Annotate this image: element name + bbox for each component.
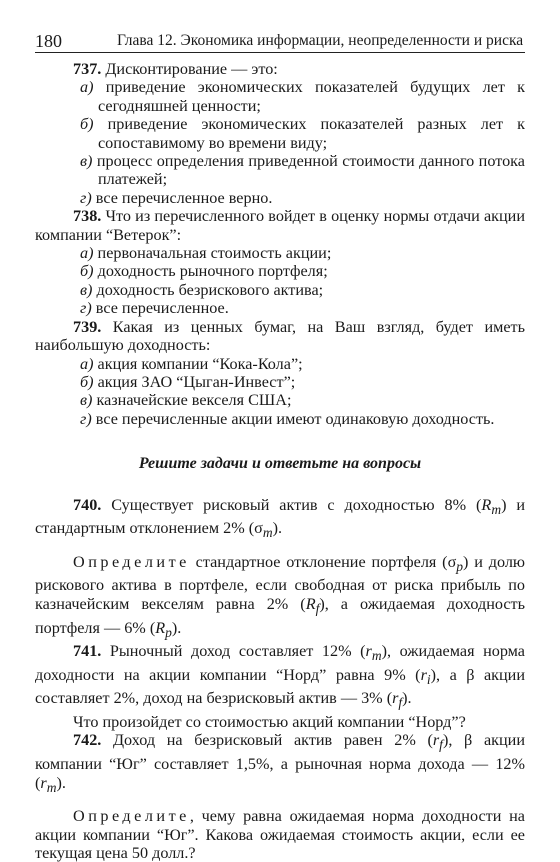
problem-number: 742. [73,731,102,750]
question-number: 739. [73,317,102,336]
option-738-d: г) все перечисленное. [80,299,229,318]
option-737-a: а) приведение экономических показателей будущих лет к сегодняшней ценности; [80,78,525,115]
problem-741-question: Что произойдет со стоимостью акций компании “Норд”? [73,713,466,732]
question-737 [35,60,525,78]
problem-number: 741. [73,642,102,661]
problem-741: 741. Рыночный доход составляет 12% $(r_m)$, ожидаемая норма доходности на акции компании “Норд” равна 9% $(r_i)$, а β акции составляет 2%, доход на безрисковый актив — 3% $(r_f)$. [35,642,525,711]
question-text: Что из перечисленного войдет в оценку нормы отдачи акции компании “Ветерок”: [35,207,525,244]
option-739-d: г) все перечисленные акции имеют одинаковую доходность. [80,409,495,428]
question-number: 738. [73,207,102,226]
option-738-a: а) первоначальная стоимость акции; [80,244,332,263]
option-738-b: б) доходность рыночного портфеля; [80,262,328,281]
question-739 [35,318,525,355]
problem-742: 742. Доход на безрисковый актив равен 2% $(r_f)$, β акции компании “Юг” составляет 1,5%, а рыночная норма дохода — 12% $(r_m)$. [35,731,525,795]
problem-742-task: Определите, чему равна ожидаемая норма доходности на акции компании “Юг”. Какова ожидаемая стоимость акции, если ее текущая цена 50 долл.? [35,807,525,862]
option-737-c: в) процесс определения приведенной стоимости данного потока платежей; [80,152,525,189]
option-739-a: а) акция компании “Кока-Кола”; [80,354,303,373]
question-text: Дисконтирование — это: [105,60,278,78]
question-number: 737. [73,60,102,78]
page-number: 180 [35,31,62,51]
option-739-c: в) казначейские векселя США; [80,391,292,410]
option-737-d: г) все перечисленное верно. [80,188,273,207]
option-738-c: в) доходность безрискового актива; [80,280,324,299]
page-content [35,60,525,862]
option-737-b: б) приведение экономических показателей разных лет к сопоставимому во времени виду; [80,115,525,152]
question-text: Какая из ценных бумаг, на Ваш взгляд, будет иметь наибольшую доходность: [35,317,525,355]
problem-740-task: Определите стандартное отклонение портфеля $(\sigma_p)$ и долю рискового актива в портфеле, если свободная от риска прибыль по казначейским векселям равна 2% $(R_f)$, а ожидаемая доходность портфеля — 6% $(R_p)$. [35,552,526,640]
problem-number: 740. [73,495,102,514]
task-word: Определите [73,807,190,826]
page-header [35,28,525,53]
problem-740: 740. Существует рисковый актив с доходностью 8% $(R_m)$ и стандартным отклонением 2% $(\sigma_m)$. [35,495,526,541]
option-739-b: б) акция ЗАО “Цыган-Инвест”; [80,372,296,391]
question-738 [35,207,525,244]
section-heading: Решите задачи и ответьте на вопросы [138,455,422,473]
task-word: Определите [73,552,190,571]
chapter-title: Глава 12. Экономика информации, неопределенности и риска [117,32,524,49]
